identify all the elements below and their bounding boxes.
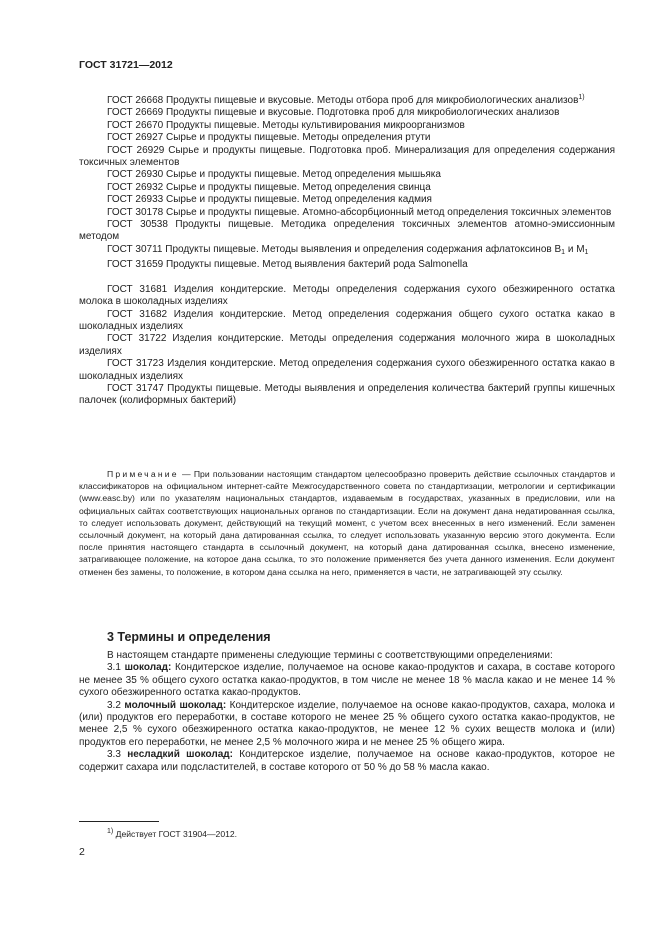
note-label: Примечание xyxy=(107,469,179,479)
reference-item: ГОСТ 26930 Сырье и продукты пищевые. Метод определения мышьяка xyxy=(107,169,441,181)
footnote-separator xyxy=(79,821,159,822)
footnote-mark: 1) xyxy=(578,94,585,101)
reference-item: ГОСТ 30178 Сырье и продукты пищевые. Атомно-абсорбционный метод определения токсичных элементов xyxy=(107,206,612,218)
reference-item: ГОСТ 31659 Продукты пищевые. Метод выявления бактерий рода Salmonella xyxy=(107,259,468,271)
term-definition: 3.1 шоколад: Кондитерское изделие, получаемое на основе какао-продуктов и сахара, в составе которого не менее 35 % общего сухого остатка какао-продуктов, в том числе не менее 18 % масла какао и не менее 14 % сухого обезжиренного остатка какао-продуктов. xyxy=(79,662,616,699)
page-number: 2 xyxy=(79,846,85,858)
reference-item: ГОСТ 31722 Изделия кондитерские. Методы определения содержания молочного жира в шоколадных изделиях xyxy=(79,333,615,357)
reference-item: ГОСТ 26929 Сырье и продукты пищевые. Подготовка проб. Минерализация для определения содержания токсичных элементов xyxy=(79,144,615,169)
document-header: ГОСТ 31721—2012 xyxy=(79,59,173,71)
intro-paragraph: В настоящем стандарте применены следующие термины с соответствующими определениями: xyxy=(107,650,553,661)
reference-item: ГОСТ 26668 Продукты пищевые и вкусовые. Методы отбора проб для микробиологических анализов$^{1)}$ xyxy=(107,94,585,106)
reference-item: ГОСТ 26932 Сырье и продукты пищевые. Метод определения свинца xyxy=(107,181,431,193)
term-definition: 3.2 молочный шоколад: Кондитерское изделие, получаемое на основе какао-продуктов, сахара, молока и (или) продуктов его переработки, в составе которого не менее 25 % общего сухого остатка какао-продуктов, не менее 2,5 % сухого обезжиренного остатка какао-продуктов, не менее 12 % сухих веществ молока и (или) продуктов его переработки, не менее 2,5 % молочного жира и не менее 25 % общего жира. xyxy=(79,699,615,748)
term-name: шоколад: xyxy=(124,662,172,674)
reference-item: ГОСТ 26933 Сырье и продукты пищевые. Метод определения кадмия xyxy=(107,194,432,206)
reference-item: ГОСТ 30711 Продукты пищевые. Методы выявления и определения содержания афлатоксинов $B_1$ и $M_1$ xyxy=(107,243,589,256)
reference-item: ГОСТ 26670 Продукты пищевые. Методы культивирования микроорганизмов xyxy=(107,119,465,131)
normative-references xyxy=(79,92,615,408)
term-definition: 3.3 несладкий шоколад: Кондитерское изделие, получаемое на основе какао-продуктов, которое не содержит сахара или подсластителей, в составе которого от 50 % до 58 % масла какао. xyxy=(79,749,615,773)
footnote: $^{1)}$ Действует ГОСТ 31904—2012. xyxy=(107,828,238,839)
reference-item: ГОСТ 26927 Сырье и продукты пищевые. Методы определения ртути xyxy=(107,132,431,144)
section-title: 3 Термины и определения xyxy=(107,630,271,644)
note-text: — При пользовании настоящим стандартом целесообразно проверить действие ссылочных стандартов и классификаторов на официальном интернет-сайте Межгосударственного совета по стандартизации, метрологии и сертификации (www.easc.by) или по указателям национальных стандартов, издаваемым в государствах, указанных в предисловии, или на официальных сайтах соответствующих национальных органов по стандартизации. Если на документ дана недатированная ссылка, то следует использовать документ, действующий на текущий момент, с учетом всех внесенных в него изменений. Если заменен ссылочный документ, на который дана датированная ссылка, то следует использовать указанную версию этого документа. Если после принятия настоящего стандарта в ссылочный документ, на который дана датированная ссылка, внесено изменение, затрагивающее положение, на которое дана ссылка, то это положение применяется без учета данного изменения. Если документ отменен без замены, то положение, в котором дана ссылка на него, применяется в части, не затрагивающей эту ссылку. xyxy=(79,469,615,577)
term-name: молочный шоколад: xyxy=(124,699,227,711)
reference-item: ГОСТ 30538 Продукты пищевые. Методика определения токсичных элементов атомно-эмиссионным методом xyxy=(79,219,615,243)
reference-item: ГОСТ 31723 Изделия кондитерские. Метод определения содержания сухого обезжиренного остатка какао в шоколадных изделиях xyxy=(79,358,615,382)
note-paragraph xyxy=(79,468,615,578)
reference-item: ГОСТ 31747 Продукты пищевые. Методы выявления и определения количества бактерий группы кишечных палочек (колиформных бактерий) xyxy=(79,382,615,407)
reference-item: ГОСТ 26669 Продукты пищевые и вкусовые. Подготовка проб для микробиологических анализов xyxy=(107,107,560,119)
term-name: несладкий шоколад: xyxy=(127,749,233,761)
terms-section xyxy=(79,650,615,774)
reference-item: ГОСТ 31682 Изделия кондитерские. Метод определения содержания общего сухого остатка какао в шоколадных изделиях xyxy=(79,308,615,332)
reference-item: ГОСТ 31681 Изделия кондитерские. Методы определения содержания сухого обезжиренного остатка молока в шоколадных изделиях xyxy=(79,283,615,308)
